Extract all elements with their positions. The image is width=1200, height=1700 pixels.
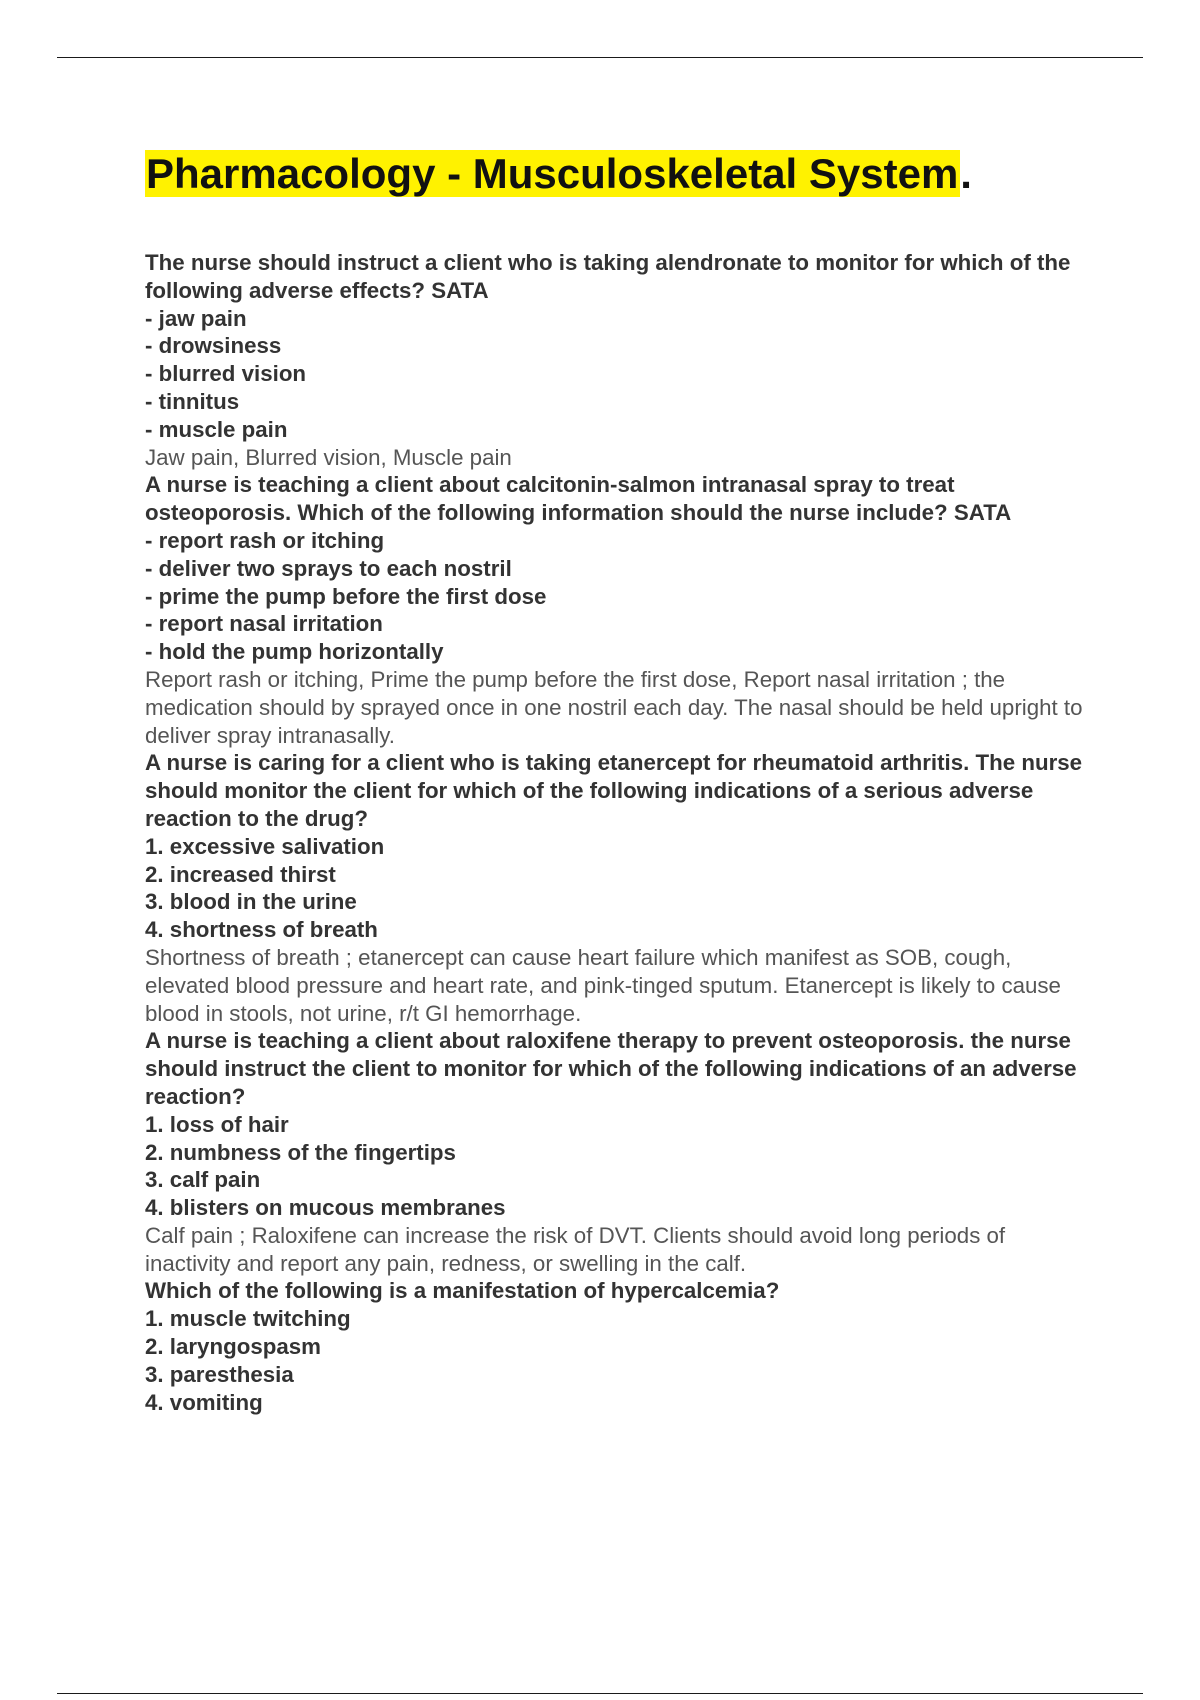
answer-option: - hold the pump horizontally bbox=[145, 639, 444, 665]
question-block-5 bbox=[145, 1277, 1095, 1416]
answer-option: - drowsiness bbox=[145, 333, 282, 359]
answer-option: 1. muscle twitching bbox=[145, 1306, 351, 1332]
answer-option: - report nasal irritation bbox=[145, 611, 383, 637]
answer-option: 2. laryngospasm bbox=[145, 1334, 321, 1360]
question-list bbox=[145, 249, 1095, 1416]
question-text: A nurse is teaching a client about raloxifene therapy to prevent osteoporosis. the nurse should instruct the client to monitor for which of the following indications of an adverse reaction? bbox=[145, 1028, 1077, 1109]
question-text: Which of the following is a manifestation of hypercalcemia? bbox=[145, 1278, 780, 1304]
page-title bbox=[145, 147, 972, 200]
answer-option: 4. vomiting bbox=[145, 1389, 263, 1415]
title-highlight: Pharmacology - Musculoskeletal System bbox=[146, 150, 959, 197]
answer-option: 2. increased thirst bbox=[145, 861, 336, 887]
answer-explanation: Report rash or itching, Prime the pump before the first dose, Report nasal irritation ; the medication should by sprayed once in one nostril each day. The nasal should be held upright to deliver spray intranasally. bbox=[145, 666, 1083, 748]
answer-explanation: Jaw pain, Blurred vision, Muscle pain bbox=[145, 444, 512, 470]
title-period: . bbox=[960, 150, 972, 197]
bottom-rule bbox=[57, 1693, 1143, 1694]
question-text: A nurse is teaching a client about calcitonin-salmon intranasal spray to treat osteoporosis. Which of the following information should the nurse include? SATA bbox=[145, 472, 1012, 526]
answer-option: - jaw pain bbox=[145, 305, 247, 331]
answer-option: - prime the pump before the first dose bbox=[145, 583, 547, 609]
question-block-4 bbox=[145, 1027, 1095, 1277]
question-text: A nurse is caring for a client who is taking etanercept for rheumatoid arthritis. The nurse should monitor the client for which of the following indications of a serious adverse reaction to the drug? bbox=[145, 750, 1083, 831]
answer-option: 1. excessive salivation bbox=[145, 833, 385, 859]
answer-option: - blurred vision bbox=[145, 361, 307, 387]
answer-option: 1. loss of hair bbox=[145, 1111, 289, 1137]
answer-option: 3. calf pain bbox=[145, 1167, 261, 1193]
answer-option: 3. blood in the urine bbox=[145, 889, 357, 915]
question-text: The nurse should instruct a client who is taking alendronate to monitor for which of the following adverse effects? SATA bbox=[145, 250, 1071, 303]
answer-option: 4. blisters on mucous membranes bbox=[145, 1195, 506, 1221]
answer-option: - deliver two sprays to each nostril bbox=[145, 555, 512, 581]
answer-option: - report rash or itching bbox=[145, 527, 385, 553]
top-rule bbox=[57, 57, 1143, 58]
answer-option: - tinnitus bbox=[145, 388, 240, 414]
question-block-1 bbox=[145, 249, 1095, 471]
answer-explanation: Shortness of breath ; etanercept can cause heart failure which manifest as SOB, cough, elevated blood pressure and heart rate, and pink-tinged sputum. Etanercept is likely to cause blood in stools, not urine, r/t GI hemorrhage. bbox=[145, 944, 1061, 1026]
answer-option: 2. numbness of the fingertips bbox=[145, 1139, 456, 1165]
question-block-3 bbox=[145, 749, 1095, 1027]
answer-option: - muscle pain bbox=[145, 416, 288, 442]
answer-option: 4. shortness of breath bbox=[145, 917, 378, 943]
answer-option: 3. paresthesia bbox=[145, 1361, 294, 1387]
question-block-2 bbox=[145, 471, 1095, 749]
answer-explanation: Calf pain ; Raloxifene can increase the risk of DVT. Clients should avoid long periods of inactivity and report any pain, redness, or swelling in the calf. bbox=[145, 1222, 1006, 1276]
